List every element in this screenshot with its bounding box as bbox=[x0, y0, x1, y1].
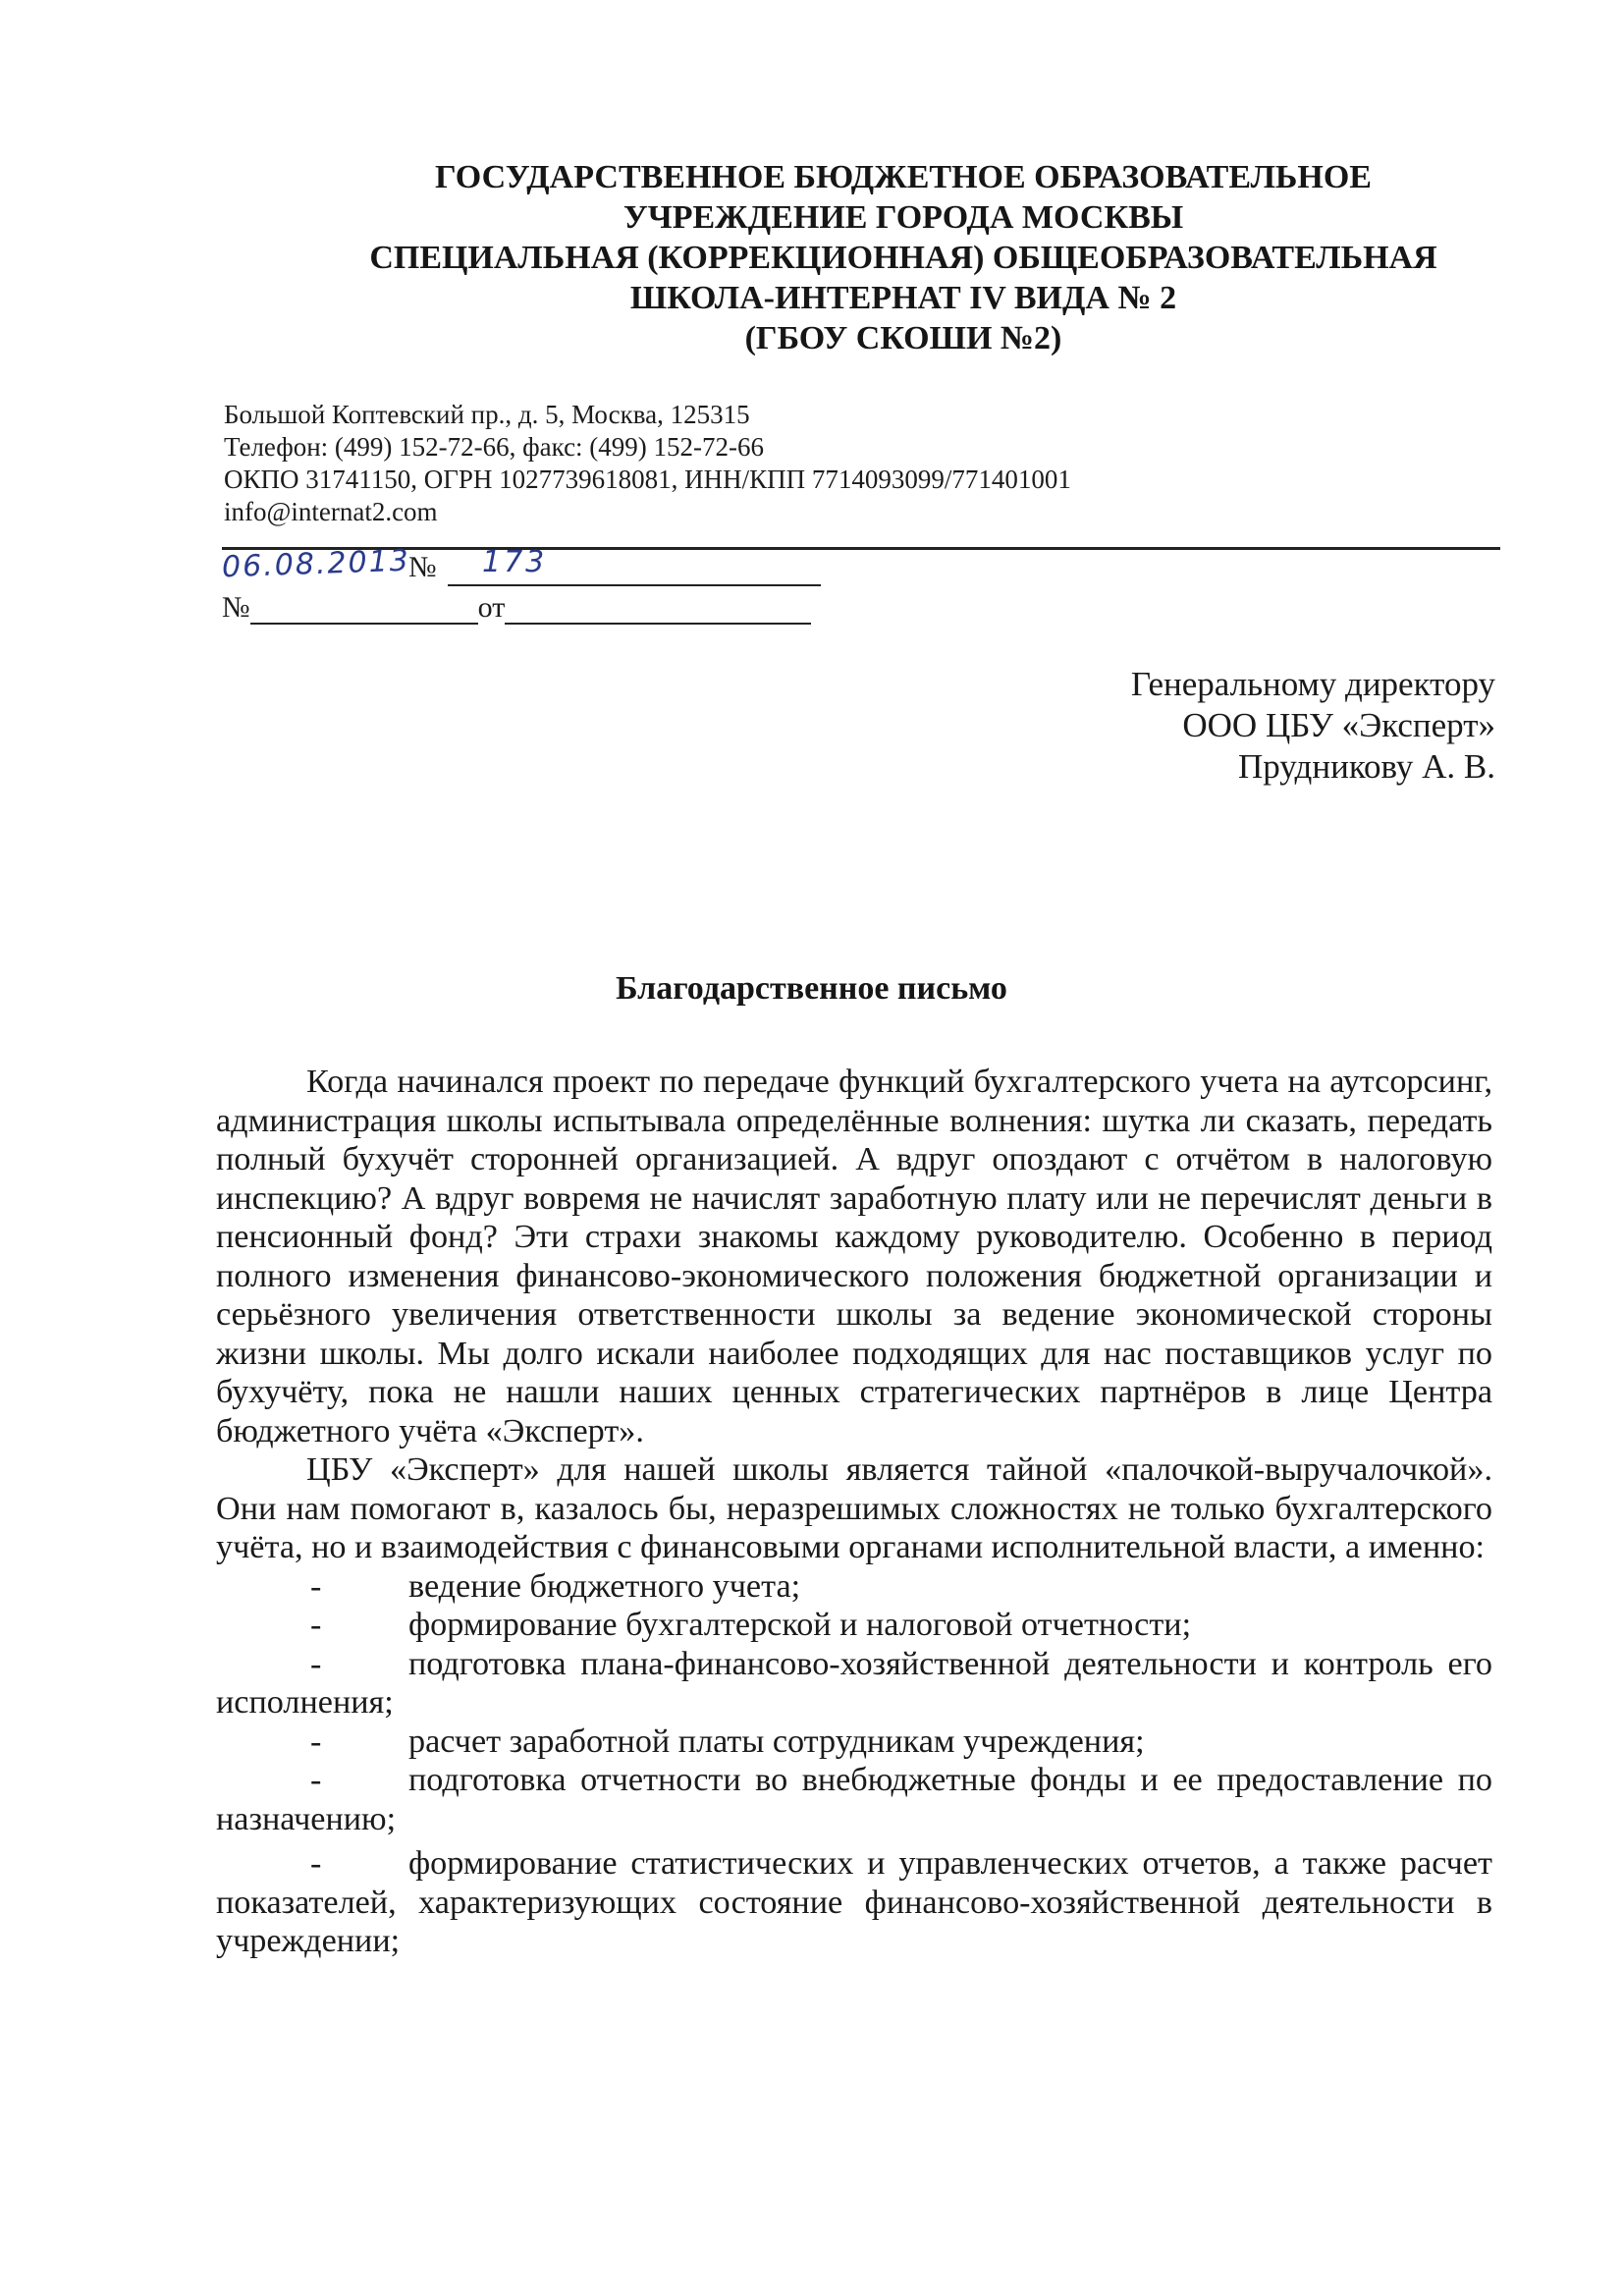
list-item bbox=[216, 1844, 1492, 1961]
list-item-text: формирование бухгалтерской и налоговой отчетности; bbox=[408, 1607, 1192, 1643]
recipient-block bbox=[1131, 664, 1495, 788]
list-item-text: ведение бюджетного учета; bbox=[408, 1567, 801, 1605]
phone-line: Телефон: (499) 152-72-66, факс: (499) 152-72-66 bbox=[224, 432, 765, 462]
number-label: № bbox=[408, 551, 437, 583]
list-item bbox=[216, 1567, 1492, 1607]
recipient-name: Прудникову А. В. bbox=[1237, 747, 1495, 786]
organization-header bbox=[196, 157, 1610, 358]
list-item-text: подготовка плана-финансово-хозяйственной деятельности и контроль его исполнения; bbox=[216, 1645, 1492, 1721]
org-line: УЧРЕЖДЕНИЕ ГОРОДА МОСКВЫ bbox=[622, 199, 1184, 236]
ref-date-blank bbox=[505, 595, 811, 625]
org-line: СПЕЦИАЛЬНАЯ (КОРРЕКЦИОННАЯ) ОБЩЕОБРАЗОВАТЕЛЬНАЯ bbox=[369, 240, 1437, 276]
list-item bbox=[216, 1761, 1492, 1838]
requisites-line: ОКПО 31741150, ОГРН 1027739618081, ИНН/КПП 7714093099/771401001 bbox=[224, 465, 1071, 494]
recipient-position: Генеральному директору bbox=[1130, 665, 1495, 703]
org-line: ГОСУДАРСТВЕННОЕ БЮДЖЕТНОЕ ОБРАЗОВАТЕЛЬНОЕ bbox=[435, 159, 1372, 195]
list-marker: - bbox=[310, 1567, 322, 1605]
list-item bbox=[216, 1645, 1492, 1722]
list-marker: - bbox=[310, 1607, 322, 1643]
letter-title: Благодарственное письмо bbox=[616, 970, 1007, 1007]
number-underline bbox=[448, 584, 821, 586]
paragraph: Когда начинался проект по передаче функций бухгалтерского учета на аутсорсинг, администрация школы испытывала определённые волнения: шутка ли сказать, передать полный бухучёт сторонней организацией. А вдруг опоздают с отчётом в налоговую инспекцию? А вдруг вовремя не начислят заработную плату или не перечислят деньги в пенсионный фонд? Эти страхи знакомы каждому руководителю. Особенно в период полного изменения финансово-экономического положения бюджетной организации и серьёзного увеличения ответственности школы за ведение экономической стороны жизни школы. Мы долго искали наиболее подходящих для нас поставщиков услуг по бухучёту, пока не нашли наших ценных стратегических партнёров в лице Центра бюджетного учёта «Эксперт». bbox=[216, 1064, 1492, 1449]
address-line: Большой Коптевский пр., д. 5, Москва, 125315 bbox=[224, 400, 750, 429]
list-item-text: формирование статистических и управленческих отчетов, а также расчет показателей, характеризующих состояние финансово-хозяйственной деятельности в учреждении; bbox=[216, 1845, 1492, 1959]
org-line: (ГБОУ СКОШИ №2) bbox=[744, 320, 1062, 356]
services-list bbox=[216, 1567, 1492, 1961]
list-marker: - bbox=[310, 1762, 322, 1798]
reference-row bbox=[222, 591, 811, 625]
ref-from-label: от bbox=[477, 591, 506, 624]
list-item-text: подготовка отчетности во внебюджетные фонды и ее предоставление по назначению; bbox=[216, 1762, 1492, 1837]
list-item bbox=[216, 1722, 1492, 1762]
registration-row bbox=[221, 543, 615, 586]
list-marker: - bbox=[310, 1722, 322, 1760]
ref-number-label: № bbox=[222, 591, 250, 624]
list-marker: - bbox=[310, 1845, 322, 1882]
list-item-text: расчет заработной платы сотрудникам учреждения; bbox=[408, 1722, 1145, 1760]
email-line: info@internat2.com bbox=[224, 497, 438, 526]
ref-number-blank bbox=[250, 595, 478, 625]
recipient-company: ООО ЦБУ «Эксперт» bbox=[1182, 706, 1495, 744]
handwritten-date: 06.08.2013 bbox=[221, 543, 411, 585]
list-item bbox=[216, 1606, 1492, 1645]
org-line: ШКОЛА-ИНТЕРНАТ IV ВИДА № 2 bbox=[629, 280, 1177, 316]
letter-body bbox=[216, 1063, 1492, 1961]
list-marker: - bbox=[310, 1645, 322, 1682]
contact-block bbox=[224, 399, 1071, 528]
paragraph: ЦБУ «Эксперт» для нашей школы является тайной «палочкой-выручалочкой». Они нам помогают в, казалось бы, неразрешимых сложностях не только бухгалтерского учёта, но и взаимодействия с финансовыми органами исполнительной власти, а именно: bbox=[216, 1451, 1492, 1565]
handwritten-number: 173 bbox=[482, 545, 548, 579]
